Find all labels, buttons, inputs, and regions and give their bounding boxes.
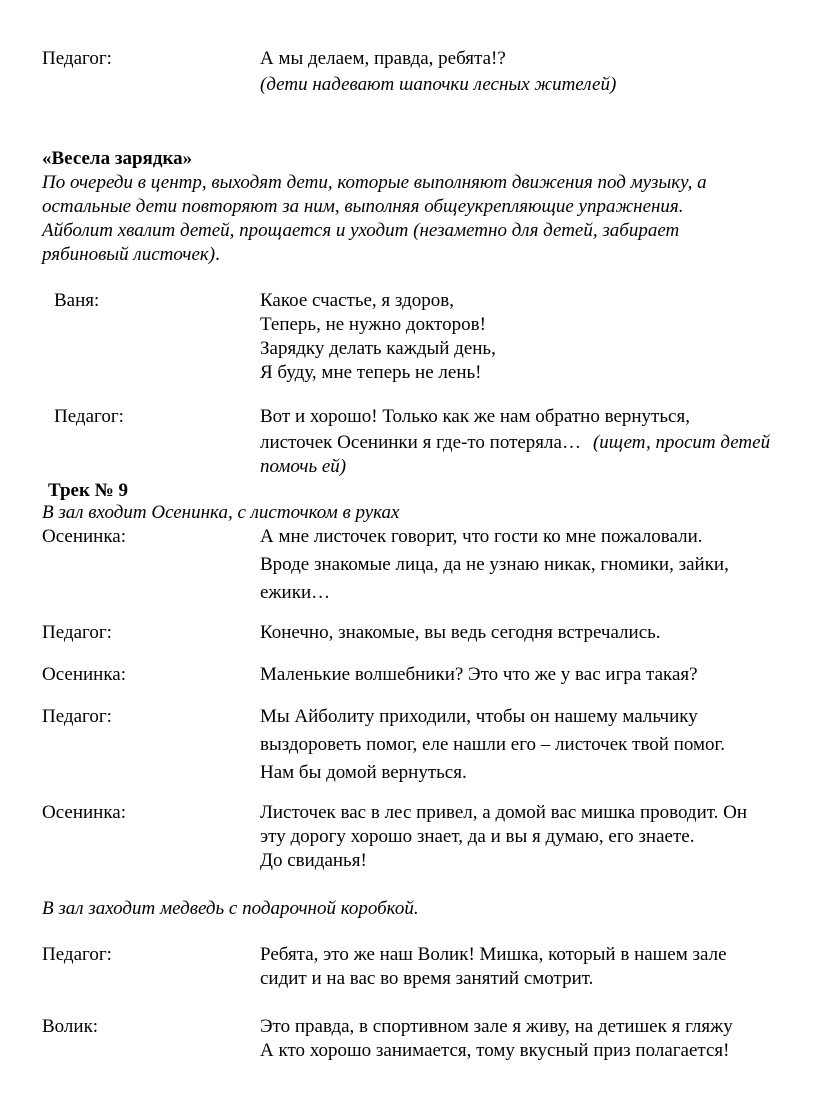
stage-direction: (ищет, просит детей	[592, 432, 771, 453]
speaker-label: Педагог:	[42, 706, 112, 727]
speaker-label: Осенинка:	[42, 802, 126, 823]
stage-direction: Айболит хвалит детей, прощается и уходит (незаметно для детей, забирает	[42, 220, 680, 241]
dialogue-line: ежики…	[260, 582, 331, 603]
stage-direction: рябиновый листочек)	[42, 244, 216, 265]
dialogue-line: Мы Айболиту приходили, чтобы он нашему мальчику	[260, 706, 698, 727]
dialogue-line: До свиданья!	[260, 850, 367, 871]
dialogue-line: эту дорогу хорошо знает, да и вы я думаю, его знаете.	[260, 826, 695, 847]
dialogue-line: Нам бы домой вернуться.	[260, 762, 467, 783]
dialogue-line: Конечно, знакомые, вы ведь сегодня встречались.	[260, 622, 661, 643]
stage-direction: (дети надевают шапочки лесных жителей)	[260, 74, 617, 95]
dialogue-line: Маленькие волшебники? Это что же у вас игра такая?	[260, 664, 698, 685]
dialogue-line: Листочек вас в лес привел, а домой вас мишка проводит. Он	[260, 802, 748, 823]
dialogue-line: А кто хорошо занимается, тому вкусный приз полагается!	[260, 1040, 730, 1061]
speaker-label: Волик:	[42, 1016, 99, 1037]
dialogue-line: Теперь, не нужно докторов!	[260, 314, 486, 335]
stage-direction: В зал заходит медведь с подарочной коробкой.	[42, 898, 419, 919]
speaker-label: Педагог:	[42, 48, 112, 69]
dialogue-line: выздороветь помог, еле нашли его – листочек твой помог.	[260, 734, 725, 755]
dialogue-line: Я буду, мне теперь не лень!	[260, 362, 482, 383]
speaker-label: Осенинка:	[42, 664, 126, 685]
stage-direction: По очереди в центр, выходят дети, которые выполняют движения под музыку, а	[42, 172, 707, 193]
stage-direction: помочь ей)	[260, 456, 347, 477]
speaker-label: Педагог:	[42, 622, 112, 643]
dialogue-line: А мне листочек говорит, что гости ко мне пожаловали.	[260, 526, 703, 547]
dialogue-line: Вроде знакомые лица, да не узнаю никак, гномики, зайки,	[260, 554, 729, 575]
section-title: Трек № 9	[48, 480, 128, 501]
dialogue-line: сидит и на вас во время занятий смотрит.	[260, 968, 594, 989]
dialogue-line: Это правда, в спортивном зале я живу, на детишек я гляжу	[260, 1016, 733, 1037]
punctuation: .	[215, 244, 220, 265]
dialogue-line: Какое счастье, я здоров,	[260, 290, 454, 311]
dialogue-text: листочек Осенинки я где-то потеряла…	[260, 432, 581, 453]
speaker-label: Педагог:	[42, 944, 112, 965]
dialogue-line: А мы делаем, правда, ребята!?	[260, 48, 506, 69]
dialogue-line: Ребята, это же наш Волик! Мишка, который в нашем зале	[260, 944, 727, 965]
stage-direction-line	[42, 242, 220, 268]
stage-direction: остальные дети повторяют за ним, выполняя общеукрепляющие упражнения.	[42, 196, 684, 217]
speaker-label: Педагог:	[54, 406, 124, 427]
stage-direction: В зал входит Осенинка, с листочком в руках	[42, 502, 400, 523]
speaker-label: Осенинка:	[42, 526, 126, 547]
dialogue-line: Зарядку делать каждый день,	[260, 338, 496, 359]
section-title: «Весела зарядка»	[42, 148, 193, 169]
dialogue-line-with-note	[260, 430, 770, 456]
speaker-label: Ваня:	[54, 290, 100, 311]
dialogue-line: Вот и хорошо! Только как же нам обратно вернуться,	[260, 406, 690, 427]
